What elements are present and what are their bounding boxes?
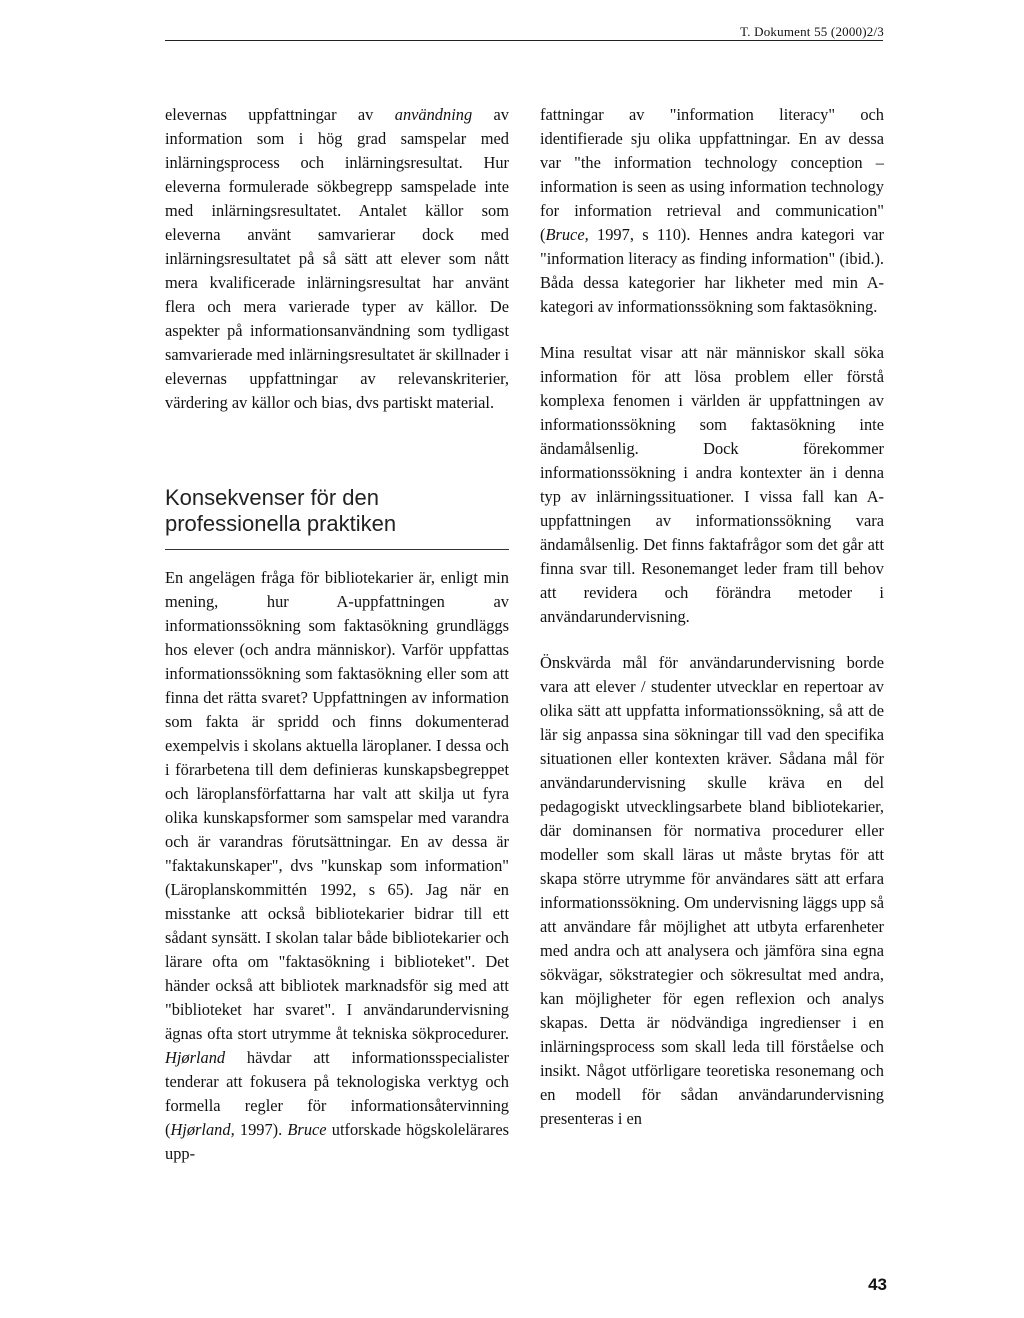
left-column <box>165 103 509 1166</box>
right-paragraph-3: Önskvärda mål för användarundervisning borde vara att elever / studenter utvecklar en repertoar av olika sätt att uppfatta informationssökning, så att de lär sig anpassa sina sökningar till vad den specifika situationen eller kontexten kräver. Sådana mål för användarundervisning skulle kräva en del pedagogiskt utvecklingsarbete bland bibliotekarier, där dominansen för normativa procedurer eller modeller som skall läras ut måste brytas för att skapa större utrymme för användares sätt att erfara informationssökning. Om undervisning läggs upp så att användare får möjlighet att utbyta erfarenheter med andra och att analysera och jämföra sina egna sökvägar, sökstrategier och sökresultat med andra, kan möjligheter för egen reflexion och analys skapas. Detta är nödvändiga ingredienser i en inlärningsprocess som skall leda till förståelse och insikt. Något utförligare teoretiska resonemang och en modell för sådan användarundervisning presenteras i en <box>540 653 884 1128</box>
header-rule <box>165 40 883 41</box>
right-paragraph-2: Mina resultat visar att när människor skall söka information för att lösa problem eller förstå komplexa fenomen i världen är uppfattningen av informationssökning som faktasökning inte ändamålsenlig. Dock förekommer informationssökning i andra kontexter än i denna typ av inlärningssituationer. I vissa fall kan A-uppfattningen av informationssökning vara ändamålsenlig. Det finns faktafrågor som det går att finna svar till. Resonemanget leder fram till behov att revidera och förändra metoder i användarundervisning. <box>540 343 884 626</box>
emphasis-hjorland-citation: Hjørland, <box>170 1120 235 1139</box>
emphasis-anvandning: användning <box>394 105 473 124</box>
emphasis-bruce: Bruce <box>287 1120 327 1139</box>
left-paragraph-1: elevernas uppfattningar av användning av information som i hög grad samspelar med inlärningsprocess och inlärningsresultat. Hur eleverna formulerade sökbegrepp samspelade inte med inlärningsresultatet. Antalet källor som eleverna använt samvarierar dock med inlärningsresultatet på så sätt att elever som nått mera kvalificerade inlärningsresultat har använt flera och mera varierade typer av källor. De aspekter på informationsanvändning som tydligast samvarierade med inlärningsresultatet är skillnader i elevernas uppfattningar av relevanskriterier, värdering av källor och bias, dvs partiskt material. <box>165 105 509 412</box>
section-heading: Konsekvenser för den professionella praktiken <box>165 485 397 536</box>
right-column <box>540 103 884 1131</box>
emphasis-hjorland: Hjørland <box>165 1048 226 1067</box>
right-paragraph-1: fattningar av "information literacy" och identifierade sju olika uppfattningar. En av dessa var "the information technology conception – information is seen as using information technology for information retrieval and communication" (Bruce, 1997, s 110). Hennes andra kategori var "information literacy as finding information" (ibid.). Båda dessa kategorier har likheter med min A-kategori av informationssökning som faktasökning. <box>540 105 884 316</box>
left-paragraph-2: En angelägen fråga för bibliotekarier är, enligt min mening, hur A-uppfattningen av informationssökning som faktasökning grundläggs hos elever (och andra människor). Varför uppfattas informationssökning som faktasökning eller som att finna det rätta svaret? Uppfattningen av information som fakta är spridd och finns dokumenterad exempelvis i skolans aktuella läroplaner. I dessa och i förarbetena till dem definieras kunskapsbegreppet och läroplansförfattarna har valt att skilja ut fyra olika kunskapsformer som samspelar med varandra och är varandras förutsättningar. En av dessa är "faktakunskaper", dvs "kunskap som information" (Läroplanskommittén 1992, s 65). Jag när en misstanke att också bibliotekarier bidrar till ett sådant synsätt. I skolan talar både bibliotekarier och lärare ofta om "faktasökning i biblioteket". Det händer också att bibliotek marknadsför sig med att "biblioteket har svaret". I användarundervisning ägnas ofta stort utrymme åt tekniska sökprocedurer. Hjørland hävdar att informationsspecialister tenderar att fokusera på teknologiska verktyg och formella regler för informationsåtervinning (Hjørland, 1997). Bruce utforskade högskolelärares upp- <box>165 568 509 1163</box>
page-number: 43 <box>868 1275 887 1294</box>
emphasis-bruce-citation: Bruce, <box>545 225 589 244</box>
running-header: T. Dokument 55 (2000)2/3 <box>740 24 884 39</box>
heading-rule <box>165 549 509 550</box>
